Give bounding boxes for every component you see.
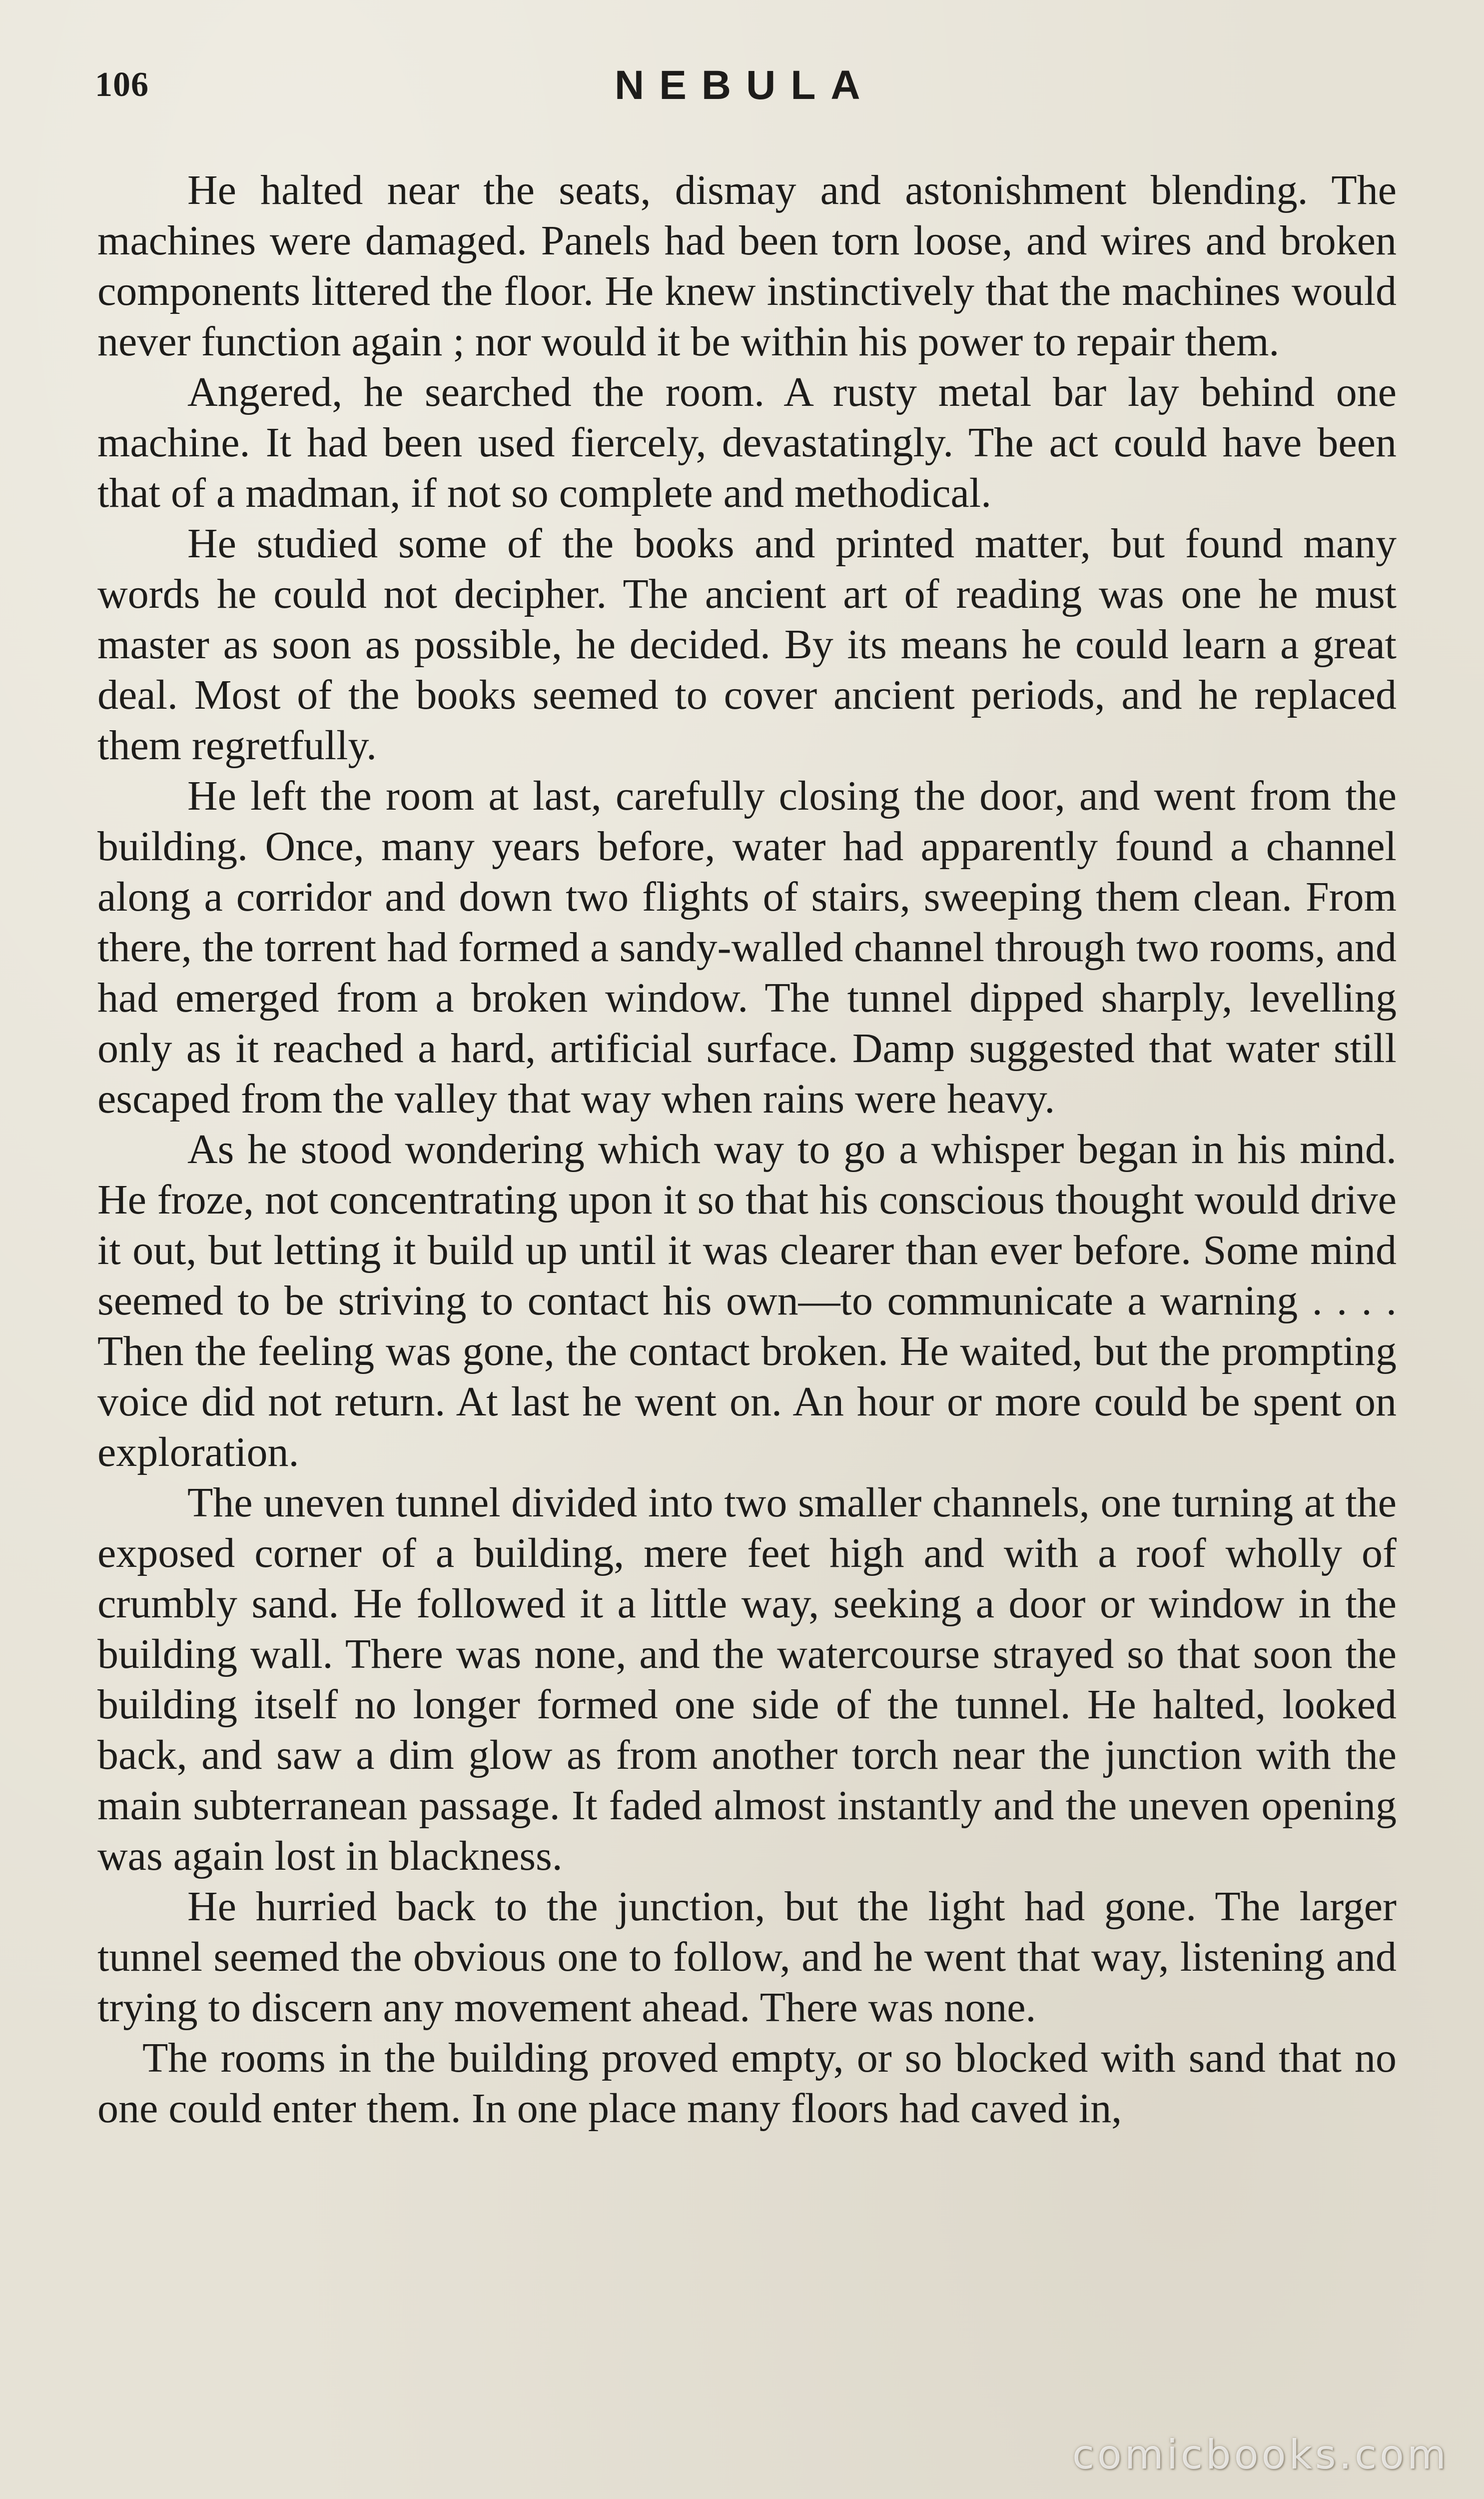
running-title: NEBULA [615,62,875,108]
paragraph: He studied some of the books and printed matter, but found many words he could not decipher. The ancient art of reading was one he must master as soon as possible, he decided. By its means he could learn a great deal. Most of the books seemed to cover ancient periods, and he replaced them regretfully. [97,520,1397,769]
paragraph: He left the room at last, carefully closing the door, and went from the building. Once, many years before, water had apparently found a channel along a corridor and down two flights of stairs, sweeping them clean. From there, the torrent had formed a sandy-walled channel through two rooms, and had emerged from a broken window. The tunnel dipped sharply, levelling only as it reached a hard, artificial surface. Damp suggested that water still escaped from the valley that way when rains were heavy. [97,773,1397,1122]
paragraph: He hurried back to the junction, but the light had gone. The larger tunnel seemed the obvious one to follow, and he went that way, listening and trying to discern any movement ahead. There was none. [97,1883,1397,2031]
paragraph: As he stood wondering which way to go a whisper began in his mind. He froze, not concentrating upon it so that his conscious thought would drive it out, but letting it build up until it was clearer than ever before. Some mind seemed to be striving to contact his own—to communicate a warning . . . . Then the feeling was gone, the contact broken. He waited, but the prompting voice did not return. At last he went on. An hour or more could be spent on exploration. [97,1126,1397,1475]
paragraph: The uneven tunnel divided into two smaller channels, one turning at the exposed corner of a building, mere feet high and with a roof wholly of crumbly sand. He followed it a little way, seeking a door or window in the building wall. There was none, and the watercourse strayed so that soon the building itself no longer formed one side of the tunnel. He halted, looked back, and saw a dim glow as from another torch near the junction with the main subterranean passage. It faded almost instantly and the uneven opening was again lost in blackness. [97,1479,1397,1879]
page-number: 106 [95,65,149,104]
paragraph: Angered, he searched the room. A rusty metal bar lay behind one machine. It had been used fiercely, devastatingly. The act could have been that of a madman, if not so complete and methodical. [97,369,1397,516]
paragraph: The rooms in the building proved empty, or so blocked with sand that no one could enter them. In one place many floors had caved in, [97,2035,1397,2132]
page-header [95,62,1394,120]
body-text [97,165,1397,2134]
watermark: comicbooks.com [1072,2432,1449,2478]
paragraph: He halted near the seats, dismay and astonishment blending. The machines were damaged. Panels had been torn loose, and wires and broken components littered the floor. He knew instinctively that the machines would never function again ; nor would it be within his power to repair them. [97,167,1397,365]
